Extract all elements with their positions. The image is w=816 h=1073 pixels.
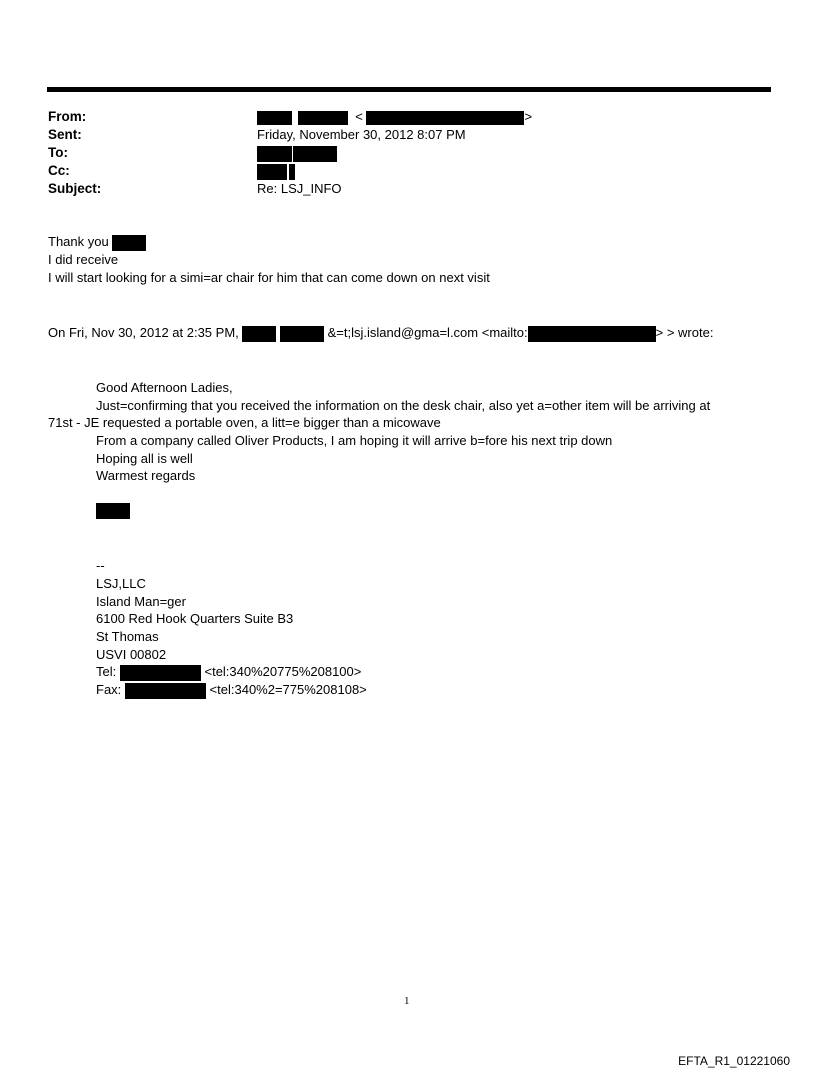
from-open-bracket: < [355,109,363,124]
redaction [257,164,287,180]
quoted-paragraph-1a: Just=confirming that you received the information on the desk chair, also yet a=other item will be arriving at [96,398,711,413]
to-label: To: [48,145,68,160]
signature-tel [96,663,361,681]
subject-value: Re: LSJ_INFO [257,181,342,196]
quote-header-suffix: > > wrote: [655,325,714,340]
cc-value [257,162,295,180]
redaction [257,111,292,125]
tel-value: <tel:340%20775%208100> [204,664,362,679]
fax-value: <tel:340%2=775%208108> [209,682,367,697]
reply-thanks: Thank you [48,234,109,249]
quote-header-middle: &=t;lsj.island@gma=l.com <mailto: [327,325,528,340]
signature-title: Island Man=ger [96,594,186,609]
reply-line-2: I did receive [48,252,119,267]
from-label: From: [48,109,87,124]
redaction [289,164,295,180]
sent-value: Friday, November 30, 2012 8:07 PM [257,127,466,142]
redaction [96,503,130,519]
redaction [366,111,524,125]
signature-address-2: St Thomas [96,629,159,644]
header-rule [47,87,771,92]
quoted-paragraph-2: From a company called Oliver Products, I am hoping it will arrive b=fore his next trip down [96,433,613,448]
subject-label: Subject: [48,181,102,196]
redaction [120,665,201,681]
cc-label: Cc: [48,163,70,178]
tel-label: Tel: [96,664,117,679]
signature-company: LSJ,LLC [96,576,146,591]
signature-fax [96,681,367,699]
redaction [293,146,337,162]
quoted-greeting: Good Afternoon Ladies, [96,380,233,395]
quoted-paragraph-1b: 71st - JE requested a portable oven, a litt=e bigger than a micowave [48,415,441,430]
signature-dashes: -- [96,558,105,573]
redaction [112,235,146,251]
reply-line-3: I will start looking for a simi=ar chair for him that can come down on next visit [48,270,490,285]
redaction [242,326,276,342]
from-close-bracket: > [524,109,533,124]
redaction [528,326,656,342]
fax-label: Fax: [96,682,122,697]
page-number: 1 [404,995,410,1007]
signature-address-1: 6100 Red Hook Quarters Suite B3 [96,611,294,626]
redaction [280,326,324,342]
quoted-paragraph-3: Hoping all is well [96,451,193,466]
sent-label: Sent: [48,127,82,142]
to-value [257,144,337,162]
redaction [298,111,348,125]
bates-number: EFTA_R1_01221060 [678,1054,790,1068]
quoted-paragraph-4: Warmest regards [96,468,196,483]
quote-header-prefix: On Fri, Nov 30, 2012 at 2:35 PM, [48,325,239,340]
quote-header [48,324,713,342]
from-value [257,108,532,126]
redaction [257,146,292,162]
reply-line-1 [48,233,146,251]
redaction [125,683,206,699]
signature-address-3: USVI 00802 [96,647,167,662]
